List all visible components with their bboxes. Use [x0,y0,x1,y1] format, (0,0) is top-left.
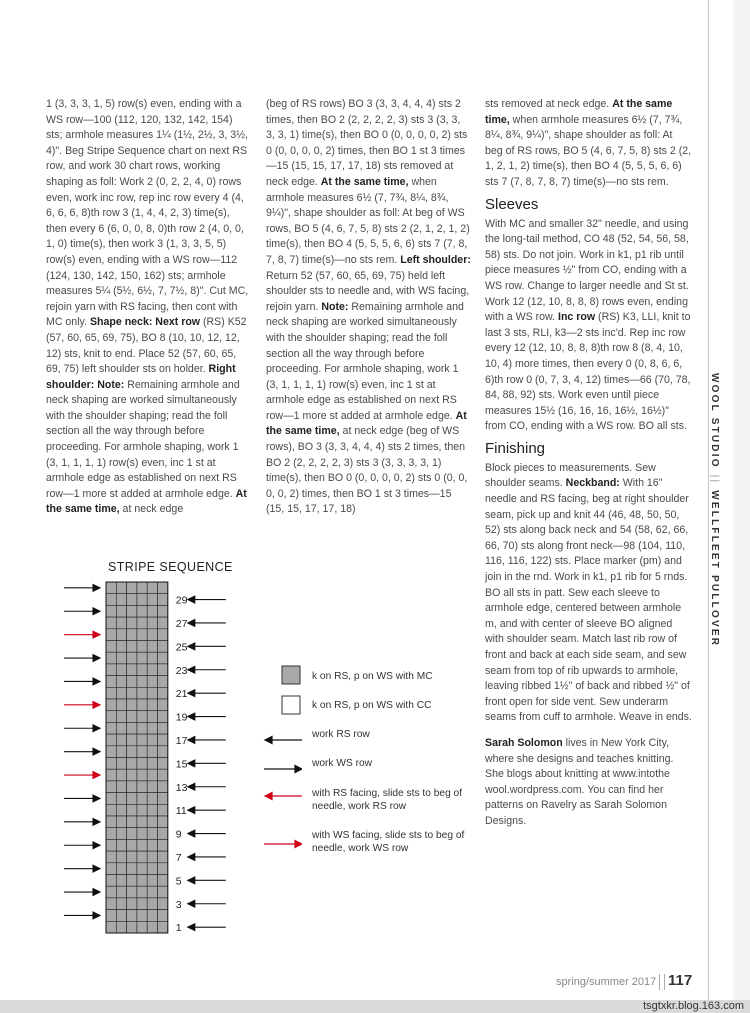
watermark: tsgtxkr.blog.163.com [643,1000,744,1012]
body-paragraph: (beg of RS rows) BO 3 (3, 3, 4, 4, 4) sts 2 times, then BO 2 (2, 2, 2, 2, 3) sts 3 (3, 3, 3, 3, 1) time(s), then BO 0 (0, 0, 0, 0, 2) sts 0 (0, 0, 0, 0, 2) times, then BO 1 st 3 times—15 (15, 15, 17, 17, 18) sts removed at neck edge. At the same time, when armhole measures 6½ (7, 7¾, 8¼, 8¾, 9¼)", shape shoulder as foll: At beg of WS rows, BO 5 (4, 6, 7, 5, 8) sts 2 (2, 1, 2, 1, 2) time(s), then BO 4 (5, 5, 5, 6, 6) sts 7 (7, 8, 7, 8, 7) time(s)—no sts rem. Left shoulder: Return 52 (57, 60, 65, 69, 75) held left shoulder sts to needle and, with WS facing, rejoin yarn. Note: Remaining armhole and neck shaping are worked simultaneously with the shoulder shaping; read the foll section all the way through before proceeding. For armhole shaping, work 1 (3, 1, 1, 1, 1) row(s) even, inc 1 st at armhole edge as established on next RS row—1 more st added at armhole edge. At the same time, at neck edge (beg of WS rows), BO 3 (3, 3, 4, 4, 4) sts 2 times, then BO 2 (2, 2, 2, 2, 3) sts 3 (3, 3, 3, 3, 1) time(s), then BO 0 (0, 0, 0, 0, 2) sts 0 (0, 0, 0, 0, 2) times, then BO 1 st 3 times—15 (15, 15, 17, 17, 18) [266,98,471,516]
row-label: 11 [175,805,187,818]
chart-cell [147,629,157,641]
chart-cell [137,617,147,629]
chart-cell [158,910,168,922]
chart-cell [127,828,137,840]
chart-cell [137,758,147,770]
chart-cell [137,699,147,711]
chart-cell [116,898,126,910]
chart-grid [106,582,168,933]
white-square-icon [282,696,300,714]
chart-cell [158,652,168,664]
row-label: 5 [175,875,182,888]
row-label: 25 [175,641,188,654]
row-label: 3 [175,898,182,911]
chart-cell [158,746,168,758]
ws-row-arrow [64,748,100,755]
chart-cell [158,711,168,723]
rs-row-arrow [188,760,226,767]
chart-cell [147,910,157,922]
instructions-column-2 [266,97,471,518]
chart-cell [158,722,168,734]
left-black-arrow-icon [265,737,302,744]
chart-cell [116,594,126,606]
chart-cell [116,758,126,770]
chart-cell [137,828,147,840]
chart-cell [137,629,147,641]
chart-cell [106,722,116,734]
sleeves-heading: Sleeves [485,195,539,213]
body-paragraph: 1 (3, 3, 3, 1, 5) row(s) even, ending with a WS row—100 (112, 120, 132, 142, 154) sts; armhole measures 1¼ (1½, 2½, 3, 3½, 4)". Beg Stripe Sequence chart on next RS row, and work 30 chart rows, working shaping as foll: Work 2 (0, 2, 2, 4, 0) rows even, work inc row, rep inc row every 4 (4, 6, 6, 6, 8)th row 3 (1, 4, 4, 2, 3) time(s), then every 6 (6, 0, 0, 8, 0)th row 2 (4, 0, 0, 1, 0) time(s), then work 3 (1, 3, 3, 5, 5) row(s) even, ending with a WS row—112 (124, 130, 142, 150, 162) sts; armhole measures 5¼ (5½, 6½, 7, 7½, 8)". Cut MC, rejoin yarn with RS facing, then cont with MC only. Shape neck: Next row (RS) K52 (57, 60, 65, 69, 75), BO 8 (10, 10, 12, 12, 12) sts, knit to end. Place 52 (57, 60, 65, 69, 75) left shoulder sts on holder. Right shoulder: Note: Remaining armhole and neck shaping are worked simultaneously with the shoulder shaping; read the foll section all the way through before proceeding. For armhole shaping, work 1 (3, 1, 1, 1, 1) row(s) even, inc 1 st at armhole edge as established on next RS row—1 more st added at armhole edge. At the same time, at neck edge [46,98,249,516]
row-label: 1 [175,922,182,935]
rs-row-arrow [188,877,226,884]
row-label: 29 [175,594,188,607]
chart-cell [158,875,168,887]
chart-cell [106,687,116,699]
row-label: 17 [175,734,188,747]
chart-cell [147,711,157,723]
legend-rs-slide: with RS facing, slide sts to beg of needle, work RS row [312,788,463,812]
chart-cell [116,769,126,781]
chart-cell [137,793,147,805]
slide-ws-row-arrow [64,631,100,638]
legend-icons [262,664,302,864]
body-paragraph: sts removed at neck edge. At the same time, when armhole measures 6½ (7, 7¾, 8¼, 8¾, 9¼)", shape shoulder as foll: At beg of RS rows, BO 5 (4, 6, 7, 5, 8) sts 2 (2, 1, 2, 1, 2) time(s), then BO 4 (5, 5, 5, 6, 6) sts 7 (7, 8, 7, 8, 7) time(s)—no sts rem. [485,98,692,188]
legend-rs-row: work RS row [312,729,370,740]
chart-cell [106,746,116,758]
chart-cell [116,851,126,863]
chart-cell [147,863,157,875]
chart-cell [116,617,126,629]
chart-cell [147,839,157,851]
chart-cell [137,851,147,863]
chart-cell [106,769,116,781]
finishing-heading: Finishing [485,439,546,457]
chart-cell [147,594,157,606]
chart-cell [116,921,126,933]
chart-cell [106,734,116,746]
author-bio: Sarah Solomon lives in New York City, where she designs and teaches knitting. She blogs about knitting at www.intothe wool.wordpress.com. You can find her patterns on Ravelry as Sarah Solomon Designs. [485,736,674,827]
chart-cell [106,758,116,770]
chart-cell [127,676,137,688]
chart-cell [127,594,137,606]
chart-cell [147,734,157,746]
rs-row-arrow [188,620,226,627]
chart-cell [116,886,126,898]
chart-cell [158,629,168,641]
chart-cell [147,886,157,898]
chart-cell [147,722,157,734]
chart-cell [116,629,126,641]
chart-cell [158,664,168,676]
chart-cell [116,746,126,758]
chart-cell [127,746,137,758]
sidebar-title: WOOL STUDIO||WELLFLEET PULLOVER [709,373,720,648]
chart-cell [158,804,168,816]
chart-cell [127,921,137,933]
chart-cell [106,921,116,933]
chart-cell [127,804,137,816]
chart-cell [147,664,157,676]
chart-cell [106,664,116,676]
chart-cell [127,910,137,922]
bottom-bar [0,1000,750,1013]
chart-cell [127,687,137,699]
chart-cell [137,734,147,746]
chart-cell [137,605,147,617]
chart-cell [158,676,168,688]
row-label: 19 [175,711,188,724]
chart-cell [127,582,137,594]
chart-cell [116,699,126,711]
chart-cell [106,898,116,910]
chart-cell [127,664,137,676]
row-label: 27 [175,617,188,630]
chart-cell [116,816,126,828]
chart-cell [147,652,157,664]
chart-cell [106,863,116,875]
legend-ws-row: work WS row [312,758,372,769]
chart-cell [127,793,137,805]
chart-cell [127,641,137,653]
chart-cell [106,711,116,723]
chart-cell [127,769,137,781]
chart-cell [147,816,157,828]
chart-cell [116,605,126,617]
legend-ws-slide: with WS facing, slide sts to beg of needle, work WS row [312,830,465,854]
chart-cell [127,816,137,828]
chart-cell [137,921,147,933]
chart-cell [106,641,116,653]
chart-cell [158,594,168,606]
chart-cell [147,804,157,816]
rs-row-arrow [188,596,226,603]
stripe-sequence-chart [56,580,286,950]
ws-row-arrow [64,842,100,849]
chart-cell [106,910,116,922]
chart-cell [158,734,168,746]
chart-cell [116,828,126,840]
ws-row-arrow [64,725,100,732]
chart-cell [127,617,137,629]
chart-cell [127,839,137,851]
chart-cell [137,711,147,723]
chart-cell [106,804,116,816]
footer-divider [659,974,665,990]
chart-cell [137,641,147,653]
slide-ws-row-arrow [64,772,100,779]
chart-cell [106,781,116,793]
instructions-column-1 [46,97,251,518]
chart-cell [158,699,168,711]
ws-row-arrow [64,608,100,615]
right-black-arrow-icon [264,766,302,773]
chart-cell [116,652,126,664]
chart-cell [137,816,147,828]
ws-row-arrow [64,655,100,662]
rs-row-arrow [188,900,226,907]
chart-cell [137,652,147,664]
chart-cell [158,851,168,863]
chart-cell [137,781,147,793]
chart-cell [106,839,116,851]
chart-cell [158,828,168,840]
chart-cell [116,641,126,653]
chart-cell [137,886,147,898]
chart-cell [147,851,157,863]
chart-cell [147,699,157,711]
chart-cell [158,816,168,828]
legend-mc: k on RS, p on WS with MC [312,671,433,682]
chart-cell [137,664,147,676]
chart-row-labels [176,595,188,935]
chart-cell [106,828,116,840]
chart-cell [147,769,157,781]
chart-cell [106,594,116,606]
chart-cell [127,734,137,746]
chart-cell [158,758,168,770]
chart-cell [158,886,168,898]
chart-cell [116,722,126,734]
chart-cell [147,676,157,688]
chart-cell [147,582,157,594]
chart-cell [116,664,126,676]
row-label: 13 [175,781,188,794]
rs-row-arrow [188,924,226,931]
chart-cell [147,793,157,805]
right-red-arrow-icon [264,841,302,848]
chart-cell [127,758,137,770]
page-number: 117 [668,972,693,989]
chart-cell [158,898,168,910]
chart-cell [116,676,126,688]
chart-cell [106,629,116,641]
row-label: 23 [175,664,188,677]
rs-row-arrow [188,666,226,673]
issue-label: spring/summer 2017 [556,976,657,988]
chart-cell [127,886,137,898]
rs-row-arrow [188,690,226,697]
ws-row-arrow [64,889,100,896]
chart-cell [127,629,137,641]
ws-row-arrow [64,678,100,685]
instructions-column-3 [485,97,692,830]
chart-cell [116,711,126,723]
chart-cell [106,652,116,664]
rs-row-arrow [188,807,226,814]
rs-row-arrow [188,643,226,650]
chart-cell [127,699,137,711]
chart-cell [137,687,147,699]
chart-cell [116,839,126,851]
rs-row-arrow [188,783,226,790]
chart-cell [127,722,137,734]
rs-row-arrow [188,713,226,720]
chart-title: STRIPE SEQUENCE [108,560,233,574]
chart-cell [147,921,157,933]
chart-cell [147,898,157,910]
chart-cell [116,781,126,793]
chart-cell [147,641,157,653]
chart-cell [137,875,147,887]
gray-square-icon [282,666,300,684]
chart-cell [106,851,116,863]
chart-cell [158,839,168,851]
chart-cell [158,769,168,781]
chart-cell [158,781,168,793]
chart-cell [137,722,147,734]
chart-cell [106,875,116,887]
sleeves-paragraph: With MC and smaller 32" needle, and using the long-tail method, CO 48 (52, 54, 56, 58, 58) sts. Do not join. Work in k1, p1 rib until piece measures ½" from CO, ending with a WS row. Change to larger needle and St st. Work 12 (12, 10, 8, 8, 8) rows even, ending with a WS row. Inc row (RS) K3, LLI, knit to last 3 sts, RLI, k3—2 sts inc'd. Rep inc row every 12 (12, 10, 8, 8, 8)th row 8 (8, 4, 10, 10, 4) more times, then every 0 (0, 8, 6, 6, 6)th row 0 (0, 7, 3, 4, 12) times—66 (70, 78, 84, 88, 92) sts. Work even until piece measures 15½ (16, 16, 16, 16½, 16½)" from CO, ending with a WS row. BO all sts. [485,217,691,433]
chart-cell [116,910,126,922]
chart-cell [116,793,126,805]
chart-cell [116,804,126,816]
ws-row-arrow [64,818,100,825]
chart-cell [147,687,157,699]
chart-cell [158,793,168,805]
chart-cell [137,769,147,781]
legend-cc: k on RS, p on WS with CC [312,700,432,711]
chart-cell [137,804,147,816]
chart-cell [147,605,157,617]
chart-cell [127,781,137,793]
chart-cell [147,617,157,629]
left-red-arrow-icon [265,793,302,800]
chart-cell [116,734,126,746]
ws-row-arrow [64,865,100,872]
chart-cell [116,687,126,699]
finishing-paragraph: Block pieces to measurements. Sew shoulder seams. Neckband: With 16" needle and RS facing, beg at right shoulder seam, pick up and knit 44 (46, 48, 50, 50, 52) sts along back neck and 54 (58, 62, 66, 66, 70) sts along front neck—98 (104, 110, 116, 116, 122) sts. Place marker (pm) and join in the rnd. Work in k1, p1 rib for 5 rnds. BO all sts in patt. Sew each sleeve to armhole edge, centered between armhole m, and with center of sleeve BO aligned with shoulder seam. Match last rib row of front and back at each side seam, and sew seam from top of rib upwards to armhole, leaving ribbed 1½" of back and ribbed ½" of front open for side vent. Sew underarm seams from cuff to armhole. Weave in ends. [485,461,692,724]
chart-cell [158,582,168,594]
chart-cell [137,582,147,594]
chart-cell [106,816,116,828]
row-label: 21 [175,688,188,701]
sidebar-strip [732,0,750,1000]
chart-cell [106,886,116,898]
row-label: 9 [175,828,182,841]
chart-cell [106,605,116,617]
chart-cell [127,863,137,875]
chart-cell [147,746,157,758]
chart-cell [127,605,137,617]
chart-cell [158,617,168,629]
chart-cell [158,605,168,617]
ws-row-arrow [64,795,100,802]
chart-cell [137,746,147,758]
chart-cell [137,839,147,851]
chart-cell [106,617,116,629]
chart-cell [127,711,137,723]
slide-ws-row-arrow [64,701,100,708]
chart-cell [158,863,168,875]
chart-cell [127,851,137,863]
chart-cell [106,676,116,688]
chart-cell [158,921,168,933]
row-label: 7 [175,851,182,864]
rs-row-arrow [188,854,226,861]
chart-cell [116,863,126,875]
chart-cell [106,793,116,805]
rs-row-arrow [188,737,226,744]
chart-cell [137,594,147,606]
chart-cell [116,875,126,887]
chart-cell [158,687,168,699]
chart-cell [106,582,116,594]
chart-cell [116,582,126,594]
chart-cell [147,828,157,840]
chart-cell [127,875,137,887]
chart-cell [137,863,147,875]
chart-cell [147,758,157,770]
chart-cell [147,875,157,887]
chart-cell [137,910,147,922]
row-label: 15 [175,758,188,771]
chart-cell [137,898,147,910]
chart-cell [137,676,147,688]
chart-cell [158,641,168,653]
chart-cell [147,781,157,793]
chart-cell [127,652,137,664]
rs-row-arrow [188,830,226,837]
chart-cell [127,898,137,910]
chart-cell [106,699,116,711]
ws-row-arrow [64,584,100,591]
ws-row-arrow [64,912,100,919]
